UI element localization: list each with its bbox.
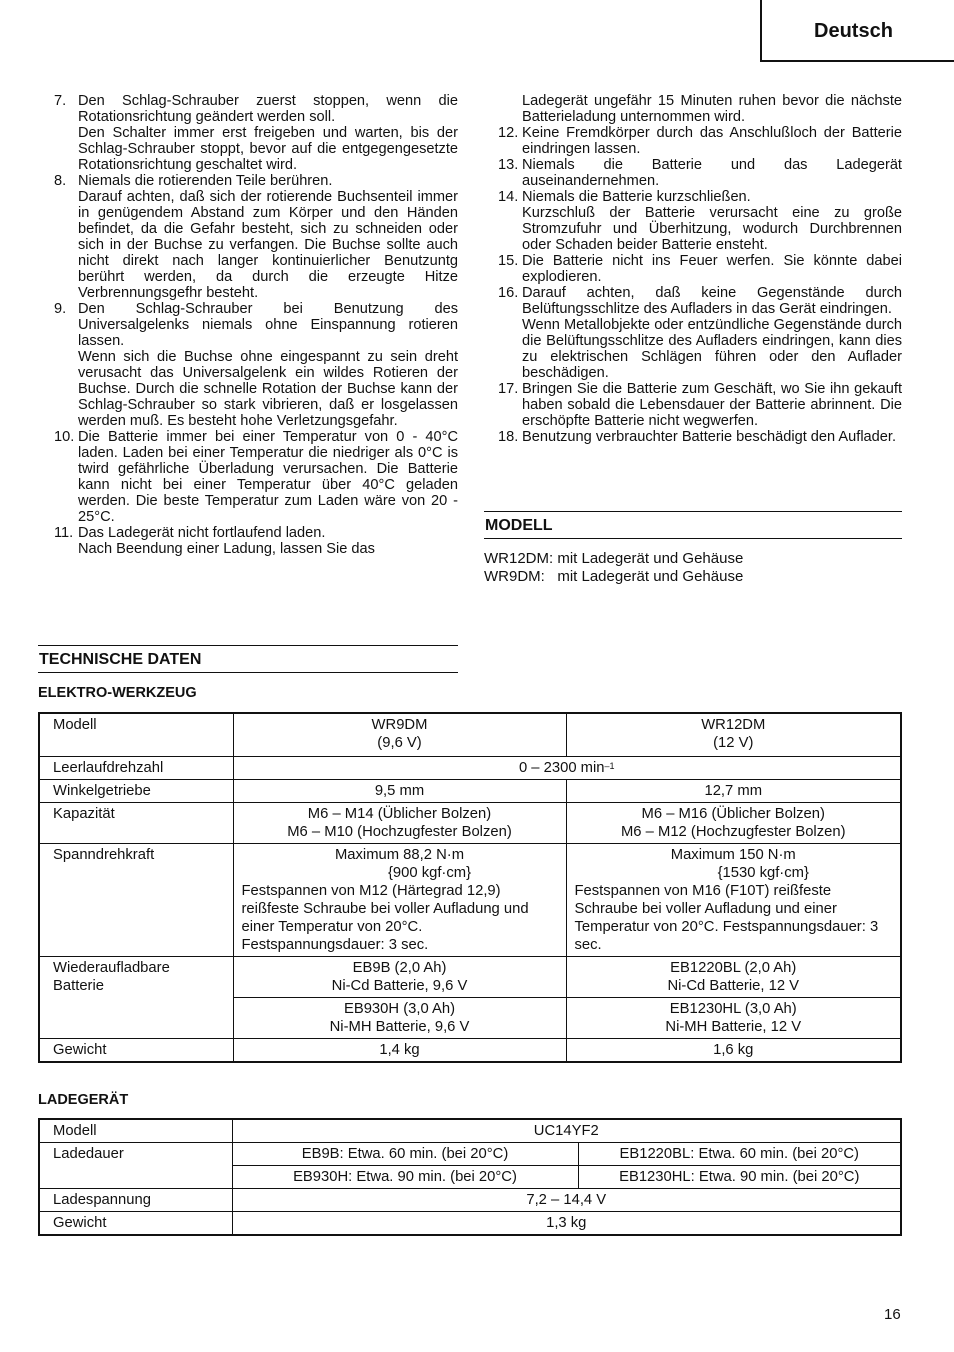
cell-value: 12,7 mm xyxy=(566,779,901,802)
cell-value: Ni-Cd Batterie, 9,6 V xyxy=(331,977,468,994)
cell-value: EB1230HL (3,0 Ah) xyxy=(669,1000,797,1017)
table-row xyxy=(39,956,901,997)
list-item xyxy=(40,301,458,429)
item-number: 11. xyxy=(54,525,74,541)
item-text: Bringen Sie die Batterie zum Geschäft, wo Sie ihn gekauft haben sobald die Lebensdauer der Batterie abrinnent. Die erschöpfte Batterie nicht wegwerfen. xyxy=(522,381,902,429)
item-text: Niemals die Batterie und das Ladegerät auseinandernehmen. xyxy=(522,157,902,189)
item-number: 7. xyxy=(54,93,67,109)
language-tab xyxy=(760,0,954,62)
leerlauf-exponent: –1 xyxy=(604,760,615,771)
cell-value: Ni-MH Batterie, 12 V xyxy=(665,1018,802,1035)
table-row xyxy=(39,756,901,779)
list-item xyxy=(484,125,902,157)
cell-value: EB930H: Etwa. 90 min. (bei 20°C) xyxy=(232,1166,578,1189)
cell-value: Festspannen von M12 (Härtegrad 12,9) reißfeste Schraube bei voller Aufladung und einer Temperatur von 20°C. Festspannungsdauer: 3 sec. xyxy=(241,882,529,953)
item-number: 16. xyxy=(498,285,519,301)
item-number: 17. xyxy=(498,381,519,397)
item-number: 13. xyxy=(498,157,519,173)
cell-value: M6 – M12 (Hochzugfester Bolzen) xyxy=(620,823,846,840)
table-row xyxy=(39,843,901,956)
item-number: 8. xyxy=(54,173,67,189)
cell-value: 7,2 – 14,4 V xyxy=(232,1189,901,1212)
list-item xyxy=(40,93,458,173)
model-wr9dm-voltage: (9,6 V) xyxy=(377,735,422,751)
row-label: Ladespannung xyxy=(39,1189,232,1212)
cell-value: 9,5 mm xyxy=(233,779,566,802)
item-text: Benutzung verbrauchter Batterie beschädigt den Auflader. xyxy=(522,429,897,445)
language-label: Deutsch xyxy=(814,20,893,42)
cell-value: M6 – M10 (Hochzugfester Bolzen) xyxy=(287,823,512,840)
charger-spec-table xyxy=(38,1118,902,1236)
cell-value: 1,3 kg xyxy=(232,1212,901,1236)
row-label: Modell xyxy=(39,1119,232,1143)
row-label: Gewicht xyxy=(39,1212,232,1236)
row-label: Winkelgetriebe xyxy=(39,779,233,802)
list-item xyxy=(484,253,902,285)
item-number: 9. xyxy=(54,301,67,317)
list-item xyxy=(484,285,902,381)
cell-value: Maximum 150 N·m xyxy=(670,846,796,863)
modell-heading-text: MODELL xyxy=(485,517,553,534)
cell-value: {1530 kgf·cm} xyxy=(717,864,809,881)
cell-value: Ni-Cd Batterie, 12 V xyxy=(667,977,800,994)
cell-value: Ni-MH Batterie, 9,6 V xyxy=(329,1018,470,1035)
row-label: Spanndrehkraft xyxy=(39,843,233,956)
item-text: Niemals die Batterie kurzschließen. xyxy=(522,189,751,205)
modell-line: WR9DM: mit Ladegerät und Gehäuse xyxy=(484,568,744,585)
table-row xyxy=(39,713,901,756)
leerlauf-value: 0 – 2300 min xyxy=(518,759,605,776)
cell-value: EB1220BL: Etwa. 60 min. (bei 20°C) xyxy=(578,1143,901,1166)
item-extra: Kurzschluß der Batterie verursacht eine zu große Stromzufuhr und Überhitzung, wodurch Durchbrennen oder Schaden beider Batterie ensteht. xyxy=(522,205,902,253)
table-row xyxy=(39,779,901,802)
item-text: Niemals die rotierenden Teile berühren. xyxy=(78,173,333,189)
item-text: Darauf achten, daß keine Gegenstände durch Belüftungsschlitze des Aufladers in das Gerät eindringen. xyxy=(522,285,902,317)
item-extra: Wenn Metallobjekte oder entzündliche Gegenstände durch die Belüftungsschlitze des Aufladers eindringen, kann dies zu elektrischen Schlägen führen oder den Auflader beschädigen. xyxy=(522,317,902,381)
list-item xyxy=(40,429,458,525)
cell-value: EB9B: Etwa. 60 min. (bei 20°C) xyxy=(232,1143,578,1166)
table-row xyxy=(39,1189,901,1212)
list-item xyxy=(484,381,902,429)
table-row xyxy=(39,802,901,843)
cell-value: EB1230HL: Etwa. 90 min. (bei 20°C) xyxy=(578,1166,901,1189)
tool-spec-table xyxy=(38,712,902,1063)
item-text: Keine Fremdkörper durch das Anschlußloch der Batterie eindringen lassen. xyxy=(522,125,902,157)
list-item xyxy=(484,157,902,189)
safety-list-right xyxy=(484,93,902,445)
cell-value: {900 kgf·cm} xyxy=(387,864,472,881)
row-label: Ladedauer xyxy=(39,1143,232,1189)
cell-value: Maximum 88,2 N·m xyxy=(334,846,465,863)
item-extra: Nach Beendung einer Ladung, lassen Sie das xyxy=(78,541,375,557)
row-label: Gewicht xyxy=(39,1038,233,1062)
cell-value: EB930H (3,0 Ah) xyxy=(343,1000,456,1017)
item-text: Die Batterie immer bei einer Temperatur von 0 - 40°C laden. Laden bei einer Temperatur die niedriger als 0°C is twird gefährliche Überladung verursachen. Die Batterie kann nicht bei einer Temperatur über 40°C geladen werden. Die beste Temperatur zum Laden wäre von 20 - 25°C. xyxy=(78,429,458,525)
row-label: Wiederaufladbare xyxy=(53,959,170,976)
item-extra: Darauf achten, daß sich der rotierende Buchsenteil immer in genügendem Abstand zum Körper und den Händen befindet, da die Gefahr besteht, sich zu schneiden oder sich in der Buchse zu verfangen. Die Buchse sollte auch nicht direkt nach langer kontinuierlicher Benutzuntg berührt werden, da durch die erzeugte Hitze Verbrennungsgefhr besteht. xyxy=(78,189,458,301)
list-item xyxy=(40,525,458,557)
item-number: 15. xyxy=(498,253,519,269)
model-wr12dm: WR12DM xyxy=(701,717,766,733)
item-continuation: Ladegerät ungefähr 15 Minuten ruhen bevor die nächste Batterieladung unternommen wird. xyxy=(522,93,902,125)
technische-daten-heading-text: TECHNISCHE DATEN xyxy=(39,651,202,668)
tool-heading: ELEKTRO-WERKZEUG xyxy=(38,685,197,701)
row-label: Batterie xyxy=(53,977,104,994)
list-item xyxy=(484,429,902,445)
charger-heading: LADEGERÄT xyxy=(38,1092,129,1108)
cell-value: 1,6 kg xyxy=(566,1038,901,1062)
model-wr12dm-voltage: (12 V) xyxy=(713,735,754,751)
table-row xyxy=(39,1119,901,1143)
table-row xyxy=(39,1143,901,1166)
modell-line: WR12DM: mit Ladegerät und Gehäuse xyxy=(484,550,744,567)
cell-value: Festspannen von M16 (F10T) reißfeste Schraube bei voller Aufladung und einer Temperatur von 20°C. Festspannungsdauer: 3 sec. xyxy=(574,882,879,953)
cell-value: EB1220BL (2,0 Ah) xyxy=(670,959,797,976)
item-extra: Wenn sich die Buchse ohne eingespannt zu sein dreht verusacht das Universalgelenk ein wildes Rotieren der Buchse. Durch die schnelle Rotation der Buchse kann der Schlag-Schrauber so stark vibrieren, daß er losgelassen werden muß. Es besteht hohe Verletzungsgefahr. xyxy=(78,349,458,429)
row-label: Modell xyxy=(39,713,233,756)
page-number: 16 xyxy=(884,1306,901,1323)
cell-value: UC14YF2 xyxy=(232,1119,901,1143)
cell-value: M6 – M14 (Üblicher Bolzen) xyxy=(307,805,492,822)
modell-lines xyxy=(484,550,743,586)
safety-list-left xyxy=(40,93,458,557)
item-text: Den Schlag-Schrauber zuerst stoppen, wenn die Rotationsrichtung geändert werden soll. xyxy=(78,93,458,125)
modell-heading xyxy=(484,511,902,539)
table-row xyxy=(39,1038,901,1062)
cell-value: 1,4 kg xyxy=(233,1038,566,1062)
cell-value: EB9B (2,0 Ah) xyxy=(352,959,447,976)
list-item xyxy=(40,173,458,301)
item-text: Den Schlag-Schrauber bei Benutzung des Universalgelenks niemals ohne Einspannung rotieren lassen. xyxy=(78,301,458,349)
item-text: Die Batterie nicht ins Feuer werfen. Sie könnte dabei explodieren. xyxy=(522,253,902,285)
cell-value: M6 – M16 (Üblicher Bolzen) xyxy=(641,805,825,822)
row-label: Leerlaufdrehzahl xyxy=(39,756,233,779)
table-row xyxy=(39,1212,901,1236)
item-number: 18. xyxy=(498,429,519,445)
item-extra: Den Schalter immer erst freigeben und warten, bis der Schlag-Schrauber stoppt, bevor auf die entgegengesetzte Rotationsrichtung geschaltet wird. xyxy=(78,125,458,173)
item-number: 14. xyxy=(498,189,519,205)
list-item xyxy=(484,189,902,253)
technische-daten-heading xyxy=(38,645,458,673)
model-wr9dm: WR9DM xyxy=(371,717,428,733)
item-number: 12. xyxy=(498,125,519,141)
item-number: 10. xyxy=(54,429,75,445)
item-text: Das Ladegerät nicht fortlaufend laden. xyxy=(78,525,326,541)
row-label: Kapazität xyxy=(39,802,233,843)
